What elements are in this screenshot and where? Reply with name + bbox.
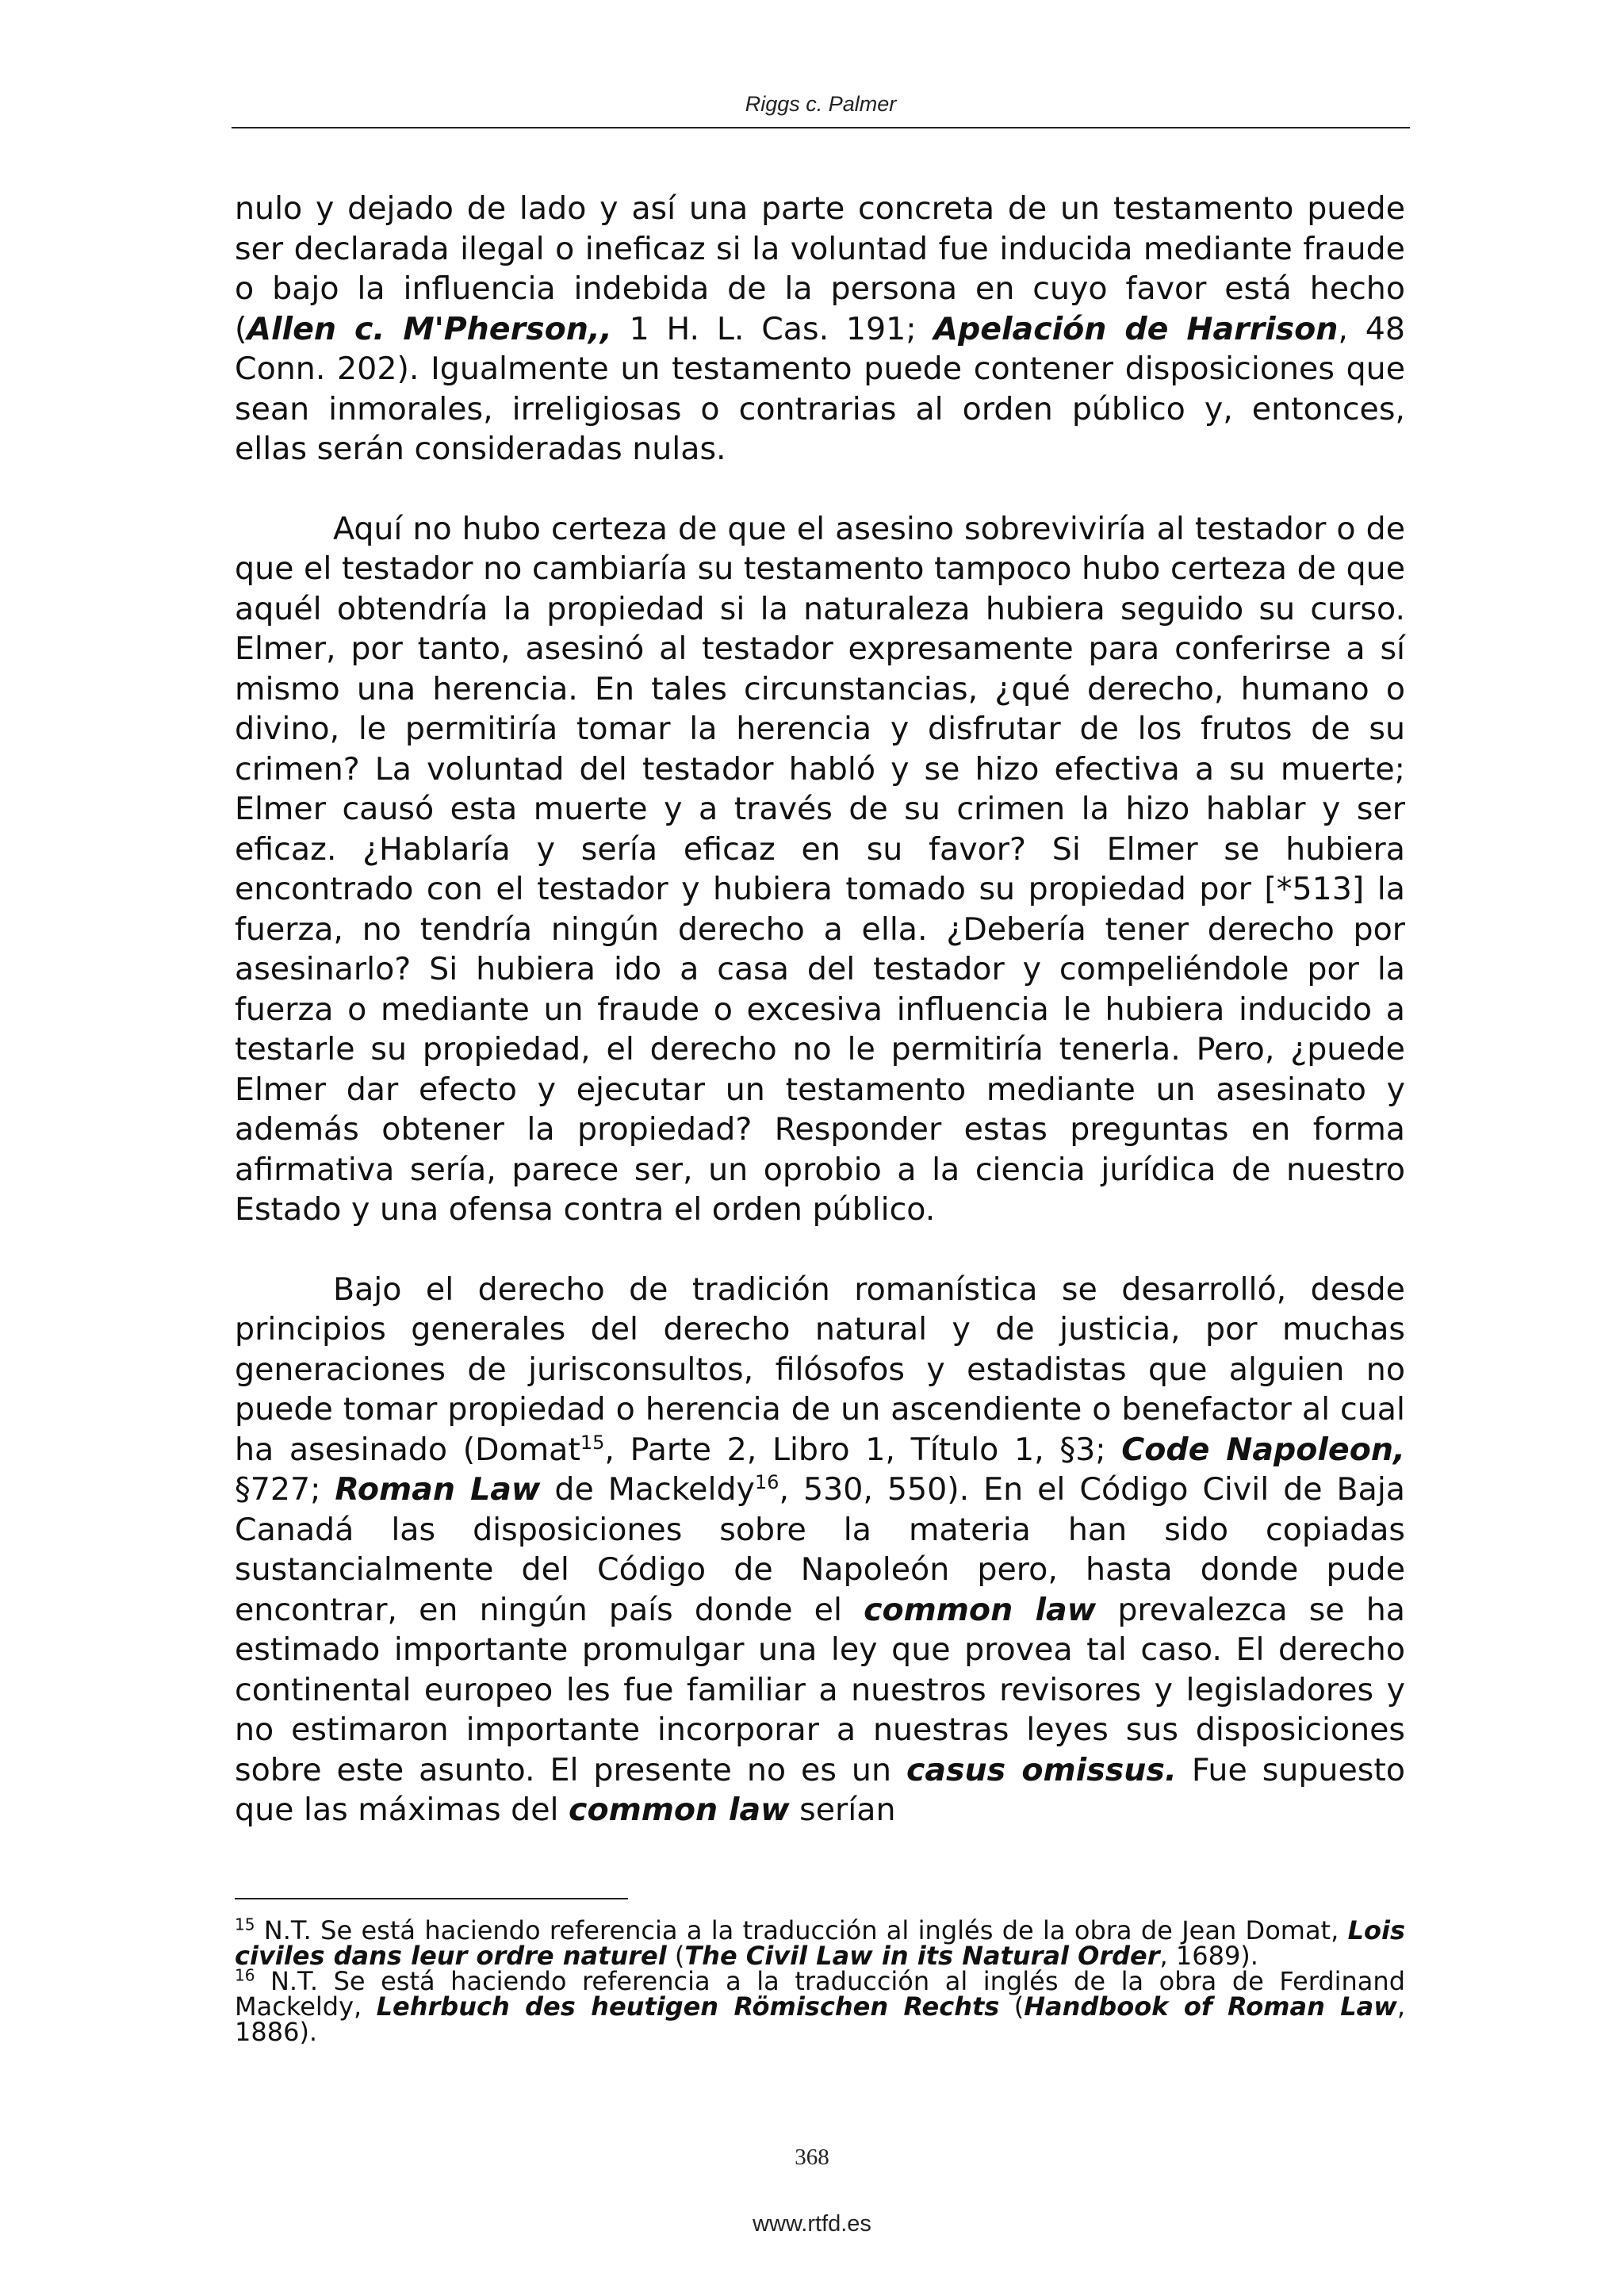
text-run: N.T. Se está haciendo referencia a la traducción al inglés de la obra de Jean Domat, — [255, 1915, 1348, 1945]
header-rule — [232, 127, 1410, 128]
paragraph — [235, 189, 1405, 470]
text-run: N.T. Se está haciendo referencia a la traducción al inglés de la obra de Ferdinand Mackeldy, — [235, 1966, 1405, 2022]
text-run: Fue supuesto que las máximas del — [235, 1751, 1405, 1828]
text-run: , 1886). — [235, 1991, 1405, 2047]
paragraph — [235, 1270, 1405, 1830]
footnote — [235, 1915, 1405, 1971]
text-run: §727; — [235, 1471, 335, 1508]
footer-url: www.rtfd.es — [753, 2211, 871, 2237]
emphasis-text: Roman Law — [335, 1471, 541, 1508]
footnotes — [235, 1915, 1405, 2047]
footnote — [235, 1965, 1405, 2047]
body-text — [235, 189, 1405, 1830]
emphasis-text: Lois civiles dans leur ordre naturel — [235, 1915, 1405, 1971]
text-run: prevalezca se ha estimado importante promulgar una ley que provea tal caso. El derecho continental europeo les fue familiar a nuestros revisores y legisladores y no estimaron importante incorporar a nuestras leyes sus disposiciones sobre este asunto. El presente no es un — [235, 1591, 1405, 1788]
page-number: 368 — [795, 2145, 829, 2170]
footnote-marker: 16 — [235, 1965, 255, 1985]
emphasis-text: Lehrbuch des heutigen Römischen Rechts — [376, 1991, 1000, 2022]
text-run: ( — [666, 1941, 685, 1971]
text-run: , 1689). — [1159, 1941, 1258, 1971]
text-run: Bajo el derecho de tradición romanística se desarrolló, desde principios generales del derecho natural y de justicia, por muchas generaciones de jurisconsultos, filósofos y estadistas que alguien no puede tomar propiedad o herencia de un ascendiente o benefactor al cual ha asesinado (Domat — [235, 1271, 1405, 1468]
text-run: , 530, 550). En el Código Civil de Baja Canadá las disposiciones sobre la materia han sido copiadas sustancialmente del Código de Napoleón pero, hasta donde pude encontrar, en ningún país donde el — [235, 1471, 1406, 1628]
emphasis-text: common law — [864, 1591, 1097, 1628]
text-run: , Parte 2, Libro 1, Título 1, §3; — [604, 1431, 1122, 1468]
emphasis-text: Handbook of Roman Law — [1024, 1991, 1397, 2022]
text-run: nulo y dejado de lado y así una parte concreta de un testamento puede ser declarada ilegal o ineficaz si la voluntad fue inducida mediante fraude o bajo la influencia indebida de la persona en cuyo favor está hecho ( — [235, 190, 1405, 347]
text-run: 1 H. L. Cas. 191; — [611, 310, 934, 347]
text-run: ( — [999, 1991, 1025, 2022]
emphasis-text: casus omissus. — [906, 1751, 1177, 1788]
emphasis-text: common law — [569, 1792, 790, 1828]
paragraph — [235, 509, 1405, 1230]
footnote-separator — [235, 1898, 628, 1899]
text-run: de Mackeldy — [540, 1471, 755, 1508]
running-header-title: Riggs c. Palmer — [745, 92, 897, 116]
footnote-marker: 15 — [580, 1431, 605, 1454]
emphasis-text: Apelación de Harrison — [933, 310, 1339, 347]
text-run: , 48 Conn. 202). Igualmente un testamento puede contener disposiciones que sean inmorales, irreligiosas o contrarias al orden público y, entonces, ellas serán consideradas nulas. — [235, 310, 1405, 467]
emphasis-text: Allen c. M'Pherson,, — [247, 310, 612, 347]
footnote-marker: 15 — [235, 1915, 255, 1934]
text-run: Aquí no hubo certeza de que el asesino sobreviviría al testador o de que el testador no cambiaría su testamento tampoco hubo certeza de que aquél obtendría la propiedad si la naturaleza hubiera seguido su curso. Elmer, por tanto, asesinó al testador expresamente para conferirse a sí mismo una herencia. En tales circunstancias, ¿qué derecho, humano o divino, le permitiría tomar la herencia y disfrutar de los frutos de su crimen? La voluntad del testador habló y se hizo efectiva a su muerte; Elmer causó esta muerte y a través de su crimen la hizo hablar y ser eficaz. ¿Hablaría y sería eficaz en su favor? Si Elmer se hubiera encontrado con el testador y hubiera tomado su propiedad por [*513] la fuerza, no tendría ningún derecho a ella. ¿Debería tener derecho por asesinarlo? Si hubiera ido a casa del testador y compeliéndole por la fuerza o mediante un fraude o excesiva influencia le hubiera inducido a testarle su propiedad, el derecho no le permitiría tenerla. Pero, ¿puede Elmer dar efecto y ejecutar un testamento mediante un asesinato y además obtener la propiedad? Responder estas preguntas en forma afirmativa sería, parece ser, un oprobio a la ciencia jurídica de nuestro Estado y una ofensa contra el orden público. — [235, 510, 1405, 1228]
footnote-marker: 16 — [754, 1470, 779, 1493]
emphasis-text: The Civil Law in its Natural Order — [684, 1941, 1160, 1971]
text-run: serían — [789, 1792, 896, 1828]
emphasis-text: Code Napoleon, — [1121, 1431, 1405, 1468]
